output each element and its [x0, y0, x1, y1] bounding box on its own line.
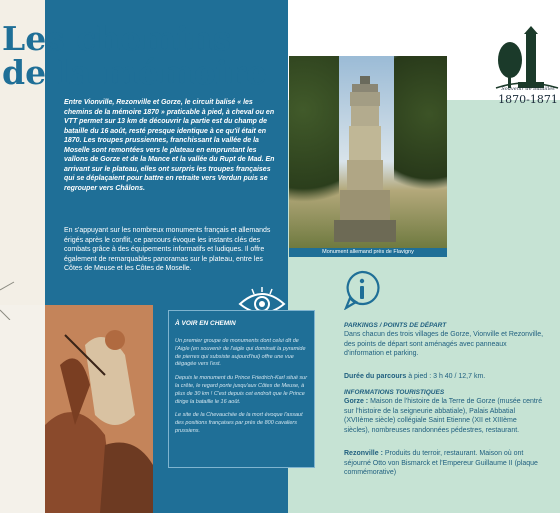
voir-paragraph-3: Le site de la Chevauchée de la mort évoque l'assaut des positions françaises par près de 800 cavaliers prussiens.	[175, 412, 303, 434]
gorze-text: Maison de l'histoire de la Terre de Gorze (musée centré sur l'histoire de la seigneurie abbatiale), Palais Abbatial (XVIIème siècle) collégiale Saint Etienne (XII et XIIIème siècles), nombreuses randonnées pédestres, restaurant.	[344, 398, 543, 434]
voir-text	[175, 338, 310, 442]
monument-illustration	[334, 74, 396, 242]
parking-heading: PARKINGS / POINTS DE DÉPART	[344, 322, 447, 329]
page-title	[2, 19, 292, 92]
voir-paragraph-1: Un premier groupe de monuments dont celui dit de l'Aigle (en souvenir de l'aigle qui dominait la pyramide de pierres qui subsiste aujourd'hui) offre une vue dégagée vers l'est.	[175, 338, 306, 368]
tourist-info-heading: INFORMATIONS TOURISTIQUES	[344, 389, 445, 396]
duration-label: Durée du parcours	[344, 373, 407, 380]
gorze-label: Gorze :	[344, 398, 369, 405]
intro-lead-text: Entre Vionville, Rezonville et Gorze, le circuit balisé « les chemins de la mémoire 1870 » praticable à pied, à cheval ou en VTT permet sur 13 km de découvrir la partie est du champ de bataille du 16 août, resté presque identique à ce qu'il était en 1870. Les troupes prussiennes, franchissant la vallée de la Moselle sont remontées vers le plateau en empruntant les vallons de Gorze et de la Mance et la vallée du Rupt de Mad. En arrivant sur le plateau, elles ont surpris les troupes françaises qui se déplaçaient pour battre en retraite vers Verdun puis se regrouper vers Châlons.	[64, 99, 275, 192]
duration-text	[344, 373, 544, 380]
gorze-info	[344, 397, 544, 435]
logo-years: 1870-1871	[498, 93, 558, 106]
title-line-1: Les chemins	[2, 19, 232, 58]
decorative-sketch	[0, 280, 40, 320]
info-icon	[344, 270, 380, 310]
intro-body-text: En s'appuyant sur les nombreux monuments français et allemands érigés après le conflit, ce parcours évoque les instants clés des combats grâce à des équipements informatifs et ludiques. Il offre également de remarquables panoramas sur le plateau, entre les Côtes de Meuse et les Côtes de Moselle.	[64, 227, 271, 272]
rezonville-label: Rezonville :	[344, 450, 383, 457]
parking-text: Dans chacun des trois villages de Gorze, Vionville et Rezonville, des points de départ sont aménagés avec panneaux d'information et parking.	[344, 331, 544, 357]
rezonville-text: Produits du terroir, restaurant. Maison où ont séjourné Otto von Bismarck et l'Empereur Guillaume II (plaque commémorative)	[344, 450, 538, 476]
voir-paragraph-2: Depuis le monument du Prince Friedrich-Karl situé sur la crête, le regard porte jusqu'aux Côtes de Meuse, à plus de 30 km ! C'est depuis cet endroit que le Prince dirige la bataille le 16 août.	[175, 375, 308, 405]
rezonville-info	[344, 449, 544, 478]
logo-caption: Souvenir de batailles	[501, 86, 555, 92]
voir-heading: À VOIR EN CHEMIN	[175, 320, 236, 327]
duration-value: à pied : 3 h 40 / 12,7 km.	[406, 373, 486, 380]
painting-illustration	[45, 305, 153, 513]
battle-painting	[45, 305, 153, 513]
title-line-2: de la mémoire	[2, 53, 267, 92]
photo-caption: Monument allemand près de Flavigny	[289, 248, 447, 257]
monument-photo	[289, 56, 447, 248]
